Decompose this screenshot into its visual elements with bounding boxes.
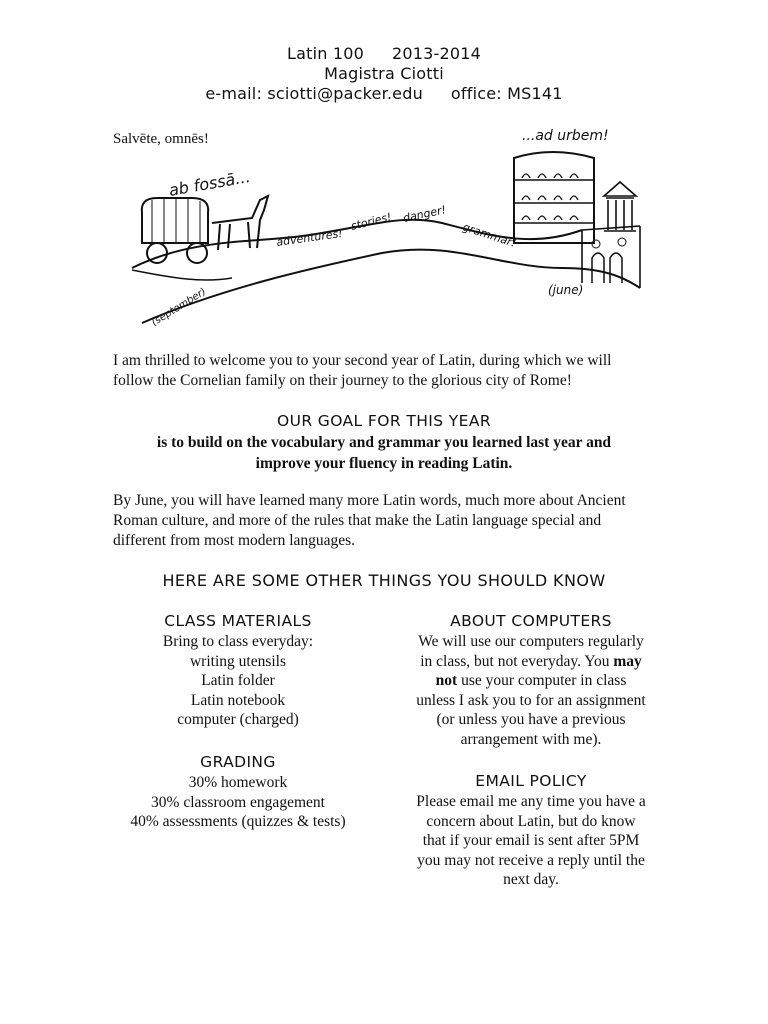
email-policy-line: that if your email is sent after 5PM bbox=[422, 832, 640, 850]
label-grammar: grammar! bbox=[461, 220, 518, 250]
emphasis-not: not bbox=[435, 672, 458, 690]
about-computers-heading: ABOUT COMPUTERS bbox=[450, 612, 612, 630]
email-policy-line: Please email me any time you have a bbox=[416, 793, 646, 810]
contact-line bbox=[0, 84, 768, 104]
label-ab-fossa: ab fossā... bbox=[167, 166, 252, 200]
computers-line: unless I ask you to for an assignment bbox=[416, 691, 646, 709]
computers-line bbox=[400, 652, 662, 672]
goal-line-2: improve your fluency in reading Latin. bbox=[255, 455, 513, 472]
other-things-heading: HERE ARE SOME OTHER THINGS YOU SHOULD KNOW bbox=[162, 571, 606, 590]
goal-statement bbox=[110, 432, 658, 474]
computers-line: (or unless you have a previous bbox=[436, 711, 626, 729]
grading-item: 30% classroom engagement bbox=[151, 793, 325, 811]
intro-paragraph: I am thrilled to welcome you to your second year of Latin, during which we will follow the Cornelian family on their journey to the glorious city of Rome! bbox=[113, 352, 612, 389]
class-materials-section bbox=[107, 612, 369, 730]
goal-heading: OUR GOAL FOR THIS YEAR bbox=[276, 412, 492, 430]
goal-line-1: is to build on the vocabulary and grammar you learned last year and bbox=[156, 434, 612, 451]
school-years: 2013-2014 bbox=[392, 44, 482, 63]
materials-item: computer (charged) bbox=[177, 711, 299, 729]
email-policy-line: you may not receive a reply until the bbox=[417, 851, 645, 869]
label-adventures: adventures! bbox=[275, 226, 344, 249]
course-line bbox=[0, 44, 768, 64]
office-number: office: MS141 bbox=[450, 84, 563, 103]
computers-text: in class, but not everyday. You bbox=[420, 652, 614, 670]
email-policy-line: concern about Latin, but do know bbox=[426, 812, 636, 830]
course-name: Latin 100 bbox=[286, 44, 364, 63]
label-june: (june) bbox=[548, 283, 584, 297]
teacher-email: e-mail: sciotti@packer.edu bbox=[205, 84, 423, 103]
materials-item: Bring to class everyday: bbox=[162, 633, 314, 650]
grading-section bbox=[107, 753, 369, 832]
materials-item: Latin folder bbox=[201, 672, 275, 690]
grading-item: 40% assessments (quizzes & tests) bbox=[130, 813, 346, 831]
materials-item: Latin notebook bbox=[190, 691, 286, 709]
grading-heading: GRADING bbox=[200, 753, 276, 771]
label-september: (september) bbox=[149, 286, 209, 329]
computers-text: use your computer in class bbox=[457, 672, 627, 690]
computers-line bbox=[400, 671, 662, 691]
label-ad-urbem: ...ad urbem! bbox=[522, 128, 609, 144]
emphasis-may: may bbox=[613, 652, 642, 670]
materials-item: writing utensils bbox=[189, 652, 286, 670]
email-policy-heading: EMAIL POLICY bbox=[475, 772, 587, 790]
label-stories: stories! bbox=[349, 210, 393, 233]
class-materials-heading: CLASS MATERIALS bbox=[164, 612, 312, 630]
city-gate-icon bbox=[582, 226, 640, 288]
about-computers-section bbox=[400, 612, 662, 750]
wagon-icon bbox=[142, 198, 208, 263]
grading-item: 30% homework bbox=[188, 774, 288, 791]
teacher-name: Magistra Ciotti bbox=[324, 64, 444, 83]
computers-line: We will use our computers regularly bbox=[418, 633, 644, 650]
journey-illustration bbox=[112, 118, 642, 338]
greeting: Salvēte, omnēs! bbox=[113, 131, 209, 147]
computers-line: arrangement with me). bbox=[460, 730, 602, 748]
june-paragraph: By June, you will have learned many more Latin words, much more about Ancient Roman culture, and more of the rules that make the Latin language special and different from most modern languages. bbox=[113, 492, 626, 549]
email-policy-line: next day. bbox=[503, 871, 559, 889]
email-policy-section bbox=[400, 772, 662, 890]
page-header bbox=[0, 44, 768, 104]
temple-icon bbox=[604, 182, 636, 231]
label-danger: danger! bbox=[401, 203, 448, 225]
